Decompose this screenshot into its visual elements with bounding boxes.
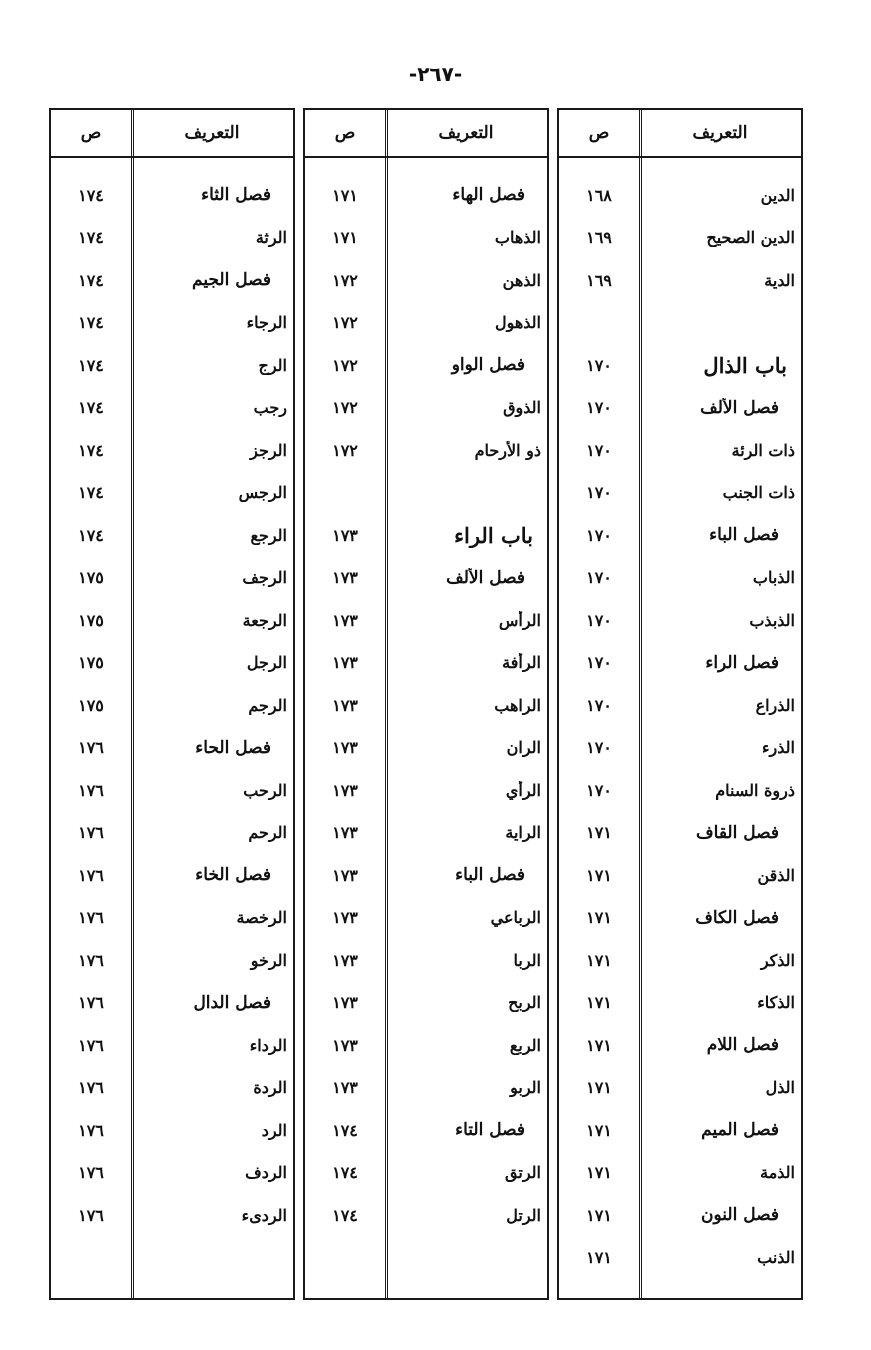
term-cell: الرأس: [498, 610, 541, 630]
index-column-1: [557, 108, 803, 1300]
term-cell: ذات الجنب: [722, 483, 795, 503]
page-cell: ١٧٦: [78, 780, 104, 800]
term-cell: الراهب: [494, 695, 541, 715]
term-cell: الربع: [509, 1035, 541, 1055]
table-row: [51, 387, 293, 430]
page-cell: ١٧٣: [332, 653, 358, 673]
table-row: [559, 1067, 801, 1110]
term-cell: الرجز: [250, 440, 287, 460]
page-cell: ١٧٤: [78, 228, 104, 248]
table-row: [51, 812, 293, 855]
term-cell: الذرء: [762, 738, 795, 758]
table-row: [305, 812, 547, 855]
term-cell: فصل الميم: [701, 1120, 779, 1141]
section-row: [559, 1109, 801, 1152]
section-row: [51, 854, 293, 897]
term-cell: الذهاب: [494, 228, 541, 248]
column-header: [51, 110, 293, 158]
page-cell: ١٧١: [586, 993, 612, 1013]
term-cell: الذقن: [757, 865, 795, 885]
page-cell: ١٧٦: [78, 950, 104, 970]
term-cell: الرج: [258, 355, 287, 375]
table-row: [305, 1152, 547, 1195]
term-cell: الذبذب: [749, 610, 795, 630]
table-row: [51, 684, 293, 727]
term-cell: فصل الثاء: [201, 185, 271, 206]
page-cell: ١٧٦: [78, 1078, 104, 1098]
term-cell: الرجع: [250, 525, 287, 545]
page-cell: ١٧٥: [78, 695, 104, 715]
term-cell: الربو: [510, 1078, 541, 1098]
section-row: [305, 557, 547, 600]
table-row: [305, 1067, 547, 1110]
term-cell: الراية: [505, 823, 541, 843]
page-cell: ١٧٥: [78, 568, 104, 588]
page-cell: ١٧٠: [586, 610, 612, 630]
section-row: [51, 982, 293, 1025]
header-page: ص: [334, 123, 356, 143]
term-cell: ذات الرئة: [731, 440, 795, 460]
page-cell: ١٧١: [586, 1205, 612, 1225]
page-cell: ١٧٦: [78, 1163, 104, 1183]
page-cell: ١٧١: [586, 950, 612, 970]
page-cell: ١٧١: [586, 823, 612, 843]
column-rows: [51, 158, 293, 1298]
page-cell: ١٧٢: [332, 398, 358, 418]
table-row: [559, 429, 801, 472]
page-cell: ١٦٩: [586, 270, 612, 290]
table-row: [51, 1237, 293, 1280]
page-cell: ١٧٤: [78, 525, 104, 545]
table-row: [305, 727, 547, 770]
term-cell: الردف: [245, 1163, 287, 1183]
table-row: [51, 1109, 293, 1152]
table-row: [51, 599, 293, 642]
table-row: [559, 769, 801, 812]
term-cell: الذباب: [752, 568, 795, 588]
section-row: [559, 1024, 801, 1067]
table-row: [559, 302, 801, 345]
page-cell: ١٧٠: [586, 780, 612, 800]
page-cell: ١٧٥: [78, 610, 104, 630]
term-cell: فصل الألف: [446, 567, 525, 588]
page-cell: ١٧٠: [586, 525, 612, 545]
term-cell: الرتل: [506, 1205, 541, 1225]
page-cell: ١٧١: [586, 1163, 612, 1183]
page-cell: ١٧٣: [332, 610, 358, 630]
page-cell: ١٧٣: [332, 695, 358, 715]
term-cell: فصل اللام: [706, 1035, 779, 1056]
page-cell: ١٧٣: [332, 950, 358, 970]
table-row: [559, 684, 801, 727]
term-cell: الردة: [253, 1078, 287, 1098]
page-cell: ١٧٤: [332, 1120, 358, 1140]
table-row: [51, 1067, 293, 1110]
term-cell: فصل الكاف: [695, 907, 779, 928]
page-cell: ١٧١: [332, 185, 358, 205]
table-row: [559, 599, 801, 642]
page-cell: ١٧١: [586, 1248, 612, 1268]
table-row: [305, 982, 547, 1025]
page-cell: ١٧٠: [586, 440, 612, 460]
page-cell: ١٧٦: [78, 908, 104, 928]
term-cell: الرجاء: [246, 313, 287, 333]
table-row: [305, 1024, 547, 1067]
term-cell: الرداء: [249, 1035, 287, 1055]
page-cell: ١٧٣: [332, 908, 358, 928]
page-cell: ١٧٤: [78, 313, 104, 333]
term-cell: الرجف: [242, 568, 287, 588]
page-cell: ١٧٢: [332, 270, 358, 290]
table-row: [305, 259, 547, 302]
term-cell: الرجعة: [242, 610, 287, 630]
table-row: [51, 344, 293, 387]
table-row: [305, 387, 547, 430]
section-row: [51, 259, 293, 302]
header-page: ص: [80, 123, 102, 143]
table-row: [559, 217, 801, 260]
page-cell: ١٧١: [586, 1035, 612, 1055]
page-cell: ١٧٣: [332, 823, 358, 843]
term-cell: الربا: [513, 950, 541, 970]
term-cell: الرد: [261, 1120, 287, 1140]
page-cell: ١٧٤: [332, 1205, 358, 1225]
term-cell: الرخو: [250, 950, 287, 970]
table-row: [305, 769, 547, 812]
term-cell: الرحب: [243, 780, 287, 800]
term-cell: فصل الراء: [705, 652, 779, 673]
page-cell: ١٧٦: [78, 1035, 104, 1055]
term-cell: باب الراء: [454, 522, 533, 548]
table-row: [559, 1237, 801, 1280]
page-cell: ١٧٣: [332, 525, 358, 545]
page-cell: ١٧٠: [586, 695, 612, 715]
section-row: [559, 642, 801, 685]
section-row: [51, 727, 293, 770]
section-row: [305, 854, 547, 897]
table-row: [559, 1152, 801, 1195]
table-row: [305, 939, 547, 982]
index-table: [49, 108, 803, 1300]
header-term: التعريف: [692, 123, 748, 143]
page-number: -٢٦٧-: [408, 62, 463, 86]
page-cell: ١٧٠: [586, 738, 612, 758]
page-cell: ١٧٦: [78, 993, 104, 1013]
term-cell: الذهول: [494, 313, 541, 333]
section-row: [559, 387, 801, 430]
term-cell: الذراع: [755, 695, 795, 715]
term-cell: الرحم: [248, 823, 287, 843]
section-row: [559, 1194, 801, 1237]
term-cell: الذهن: [502, 270, 541, 290]
page-cell: ١٧٢: [332, 355, 358, 375]
section-row: [305, 344, 547, 387]
table-row: [305, 642, 547, 685]
page-cell: ١٧٠: [586, 653, 612, 673]
page-cell: ١٧١: [586, 865, 612, 885]
page-cell: ١٧٦: [78, 865, 104, 885]
page-cell: ١٧٤: [78, 398, 104, 418]
column-header: [559, 110, 801, 158]
term-cell: فصل الهاء: [452, 185, 525, 206]
page-cell: ١٧٣: [332, 865, 358, 885]
table-row: [559, 174, 801, 217]
page-cell: ١٧٥: [78, 653, 104, 673]
term-cell: باب الذال: [703, 352, 787, 378]
header-page: ص: [588, 123, 610, 143]
page-cell: ١٧٦: [78, 823, 104, 843]
page-cell: ١٧٠: [586, 355, 612, 375]
table-row: [305, 897, 547, 940]
section-row: [559, 897, 801, 940]
term-cell: الرخصة: [236, 908, 287, 928]
page-cell: ١٧٠: [586, 483, 612, 503]
term-cell: فصل الباء: [709, 525, 779, 546]
term-cell: ذروة السنام: [715, 780, 795, 800]
page-cell: ١٧٣: [332, 1035, 358, 1055]
page-cell: ١٧٤: [332, 1163, 358, 1183]
table-row: [51, 769, 293, 812]
table-row: [559, 259, 801, 302]
table-row: [559, 939, 801, 982]
table-row: [51, 472, 293, 515]
term-cell: الذل: [765, 1078, 795, 1098]
table-row: [51, 642, 293, 685]
term-cell: الدين: [760, 185, 795, 205]
page-cell: ١٧١: [586, 1078, 612, 1098]
table-row: [305, 302, 547, 345]
column-rows: [559, 158, 801, 1298]
column-header: [305, 110, 547, 158]
table-row: [51, 557, 293, 600]
page-cell: ١٧٤: [78, 270, 104, 290]
page-cell: ١٧٢: [332, 313, 358, 333]
index-column-2: [303, 108, 549, 1300]
term-cell: فصل القاف: [696, 822, 779, 843]
term-cell: الرأفة: [502, 653, 541, 673]
term-cell: الدين الصحيح: [706, 228, 795, 248]
table-row: [51, 1194, 293, 1237]
table-row: [559, 557, 801, 600]
table-row: [559, 472, 801, 515]
section-row: [305, 174, 547, 217]
chapter-row: [559, 344, 801, 387]
index-column-3: [49, 108, 295, 1300]
column-rows: [305, 158, 547, 1298]
page-cell: ١٧٢: [332, 440, 358, 460]
term-cell: فصل الواو: [451, 355, 525, 376]
table-row: [51, 897, 293, 940]
page-cell: ١٧٤: [78, 483, 104, 503]
term-cell: رجب: [253, 398, 287, 418]
term-cell: الرأي: [505, 780, 541, 800]
header-term: التعريف: [184, 123, 240, 143]
term-cell: الربح: [508, 993, 541, 1013]
table-row: [51, 514, 293, 557]
page-cell: ١٧٤: [78, 185, 104, 205]
term-cell: فصل الدال: [193, 992, 271, 1013]
term-cell: فصل الحاء: [195, 737, 271, 758]
page-cell: ١٧٠: [586, 398, 612, 418]
term-cell: الردىء: [241, 1205, 287, 1225]
section-row: [559, 812, 801, 855]
page-cell: ١٧١: [586, 908, 612, 928]
table-row: [559, 727, 801, 770]
table-row: [51, 217, 293, 260]
page-cell: ١٧٦: [78, 738, 104, 758]
term-cell: الذمة: [760, 1163, 795, 1183]
term-cell: الذوق: [503, 398, 541, 418]
term-cell: الذكاء: [757, 993, 795, 1013]
header-term: التعريف: [438, 123, 494, 143]
term-cell: فصل النون: [701, 1205, 779, 1226]
section-row: [305, 1109, 547, 1152]
term-cell: الرباعي: [490, 908, 541, 928]
page-cell: ١٧٦: [78, 1205, 104, 1225]
table-row: [51, 302, 293, 345]
term-cell: الرثة: [255, 228, 287, 248]
page-cell: ١٧٤: [78, 440, 104, 460]
section-row: [559, 514, 801, 557]
term-cell: الرجم: [248, 695, 287, 715]
table-row: [305, 472, 547, 515]
page-cell: ١٧٤: [78, 355, 104, 375]
section-row: [51, 174, 293, 217]
term-cell: ذو الأرحام: [474, 440, 541, 460]
page-cell: ١٧١: [586, 1120, 612, 1140]
term-cell: الرجس: [238, 483, 287, 503]
table-row: [559, 982, 801, 1025]
term-cell: الذنب: [757, 1248, 795, 1268]
table-row: [305, 217, 547, 260]
table-row: [51, 1152, 293, 1195]
page-cell: ١٦٨: [586, 185, 612, 205]
page-cell: ١٧٣: [332, 738, 358, 758]
page-cell: ١٦٩: [586, 228, 612, 248]
page-cell: ١٧٣: [332, 1078, 358, 1098]
page-cell: ١٧١: [332, 228, 358, 248]
table-row: [305, 429, 547, 472]
page-cell: ١٧٦: [78, 1120, 104, 1140]
page-cell: ١٧٠: [586, 568, 612, 588]
page-cell: ١٧٣: [332, 993, 358, 1013]
table-row: [305, 684, 547, 727]
page-cell: ١٧٣: [332, 780, 358, 800]
term-cell: فصل الباء: [455, 865, 525, 886]
term-cell: فصل الخاء: [195, 865, 271, 886]
term-cell: فصل الجيم: [192, 270, 271, 291]
table-row: [305, 599, 547, 642]
table-row: [305, 1194, 547, 1237]
table-row: [305, 1237, 547, 1280]
term-cell: فصل التاء: [455, 1120, 525, 1141]
term-cell: الرجل: [246, 653, 287, 673]
term-cell: الدية: [764, 270, 795, 290]
chapter-row: [305, 514, 547, 557]
table-row: [51, 1024, 293, 1067]
page-cell: ١٧٣: [332, 568, 358, 588]
term-cell: الرتق: [505, 1163, 541, 1183]
table-row: [559, 854, 801, 897]
term-cell: فصل الألف: [700, 397, 779, 418]
table-row: [51, 429, 293, 472]
term-cell: الران: [506, 738, 541, 758]
term-cell: الذكر: [760, 950, 795, 970]
table-row: [51, 939, 293, 982]
